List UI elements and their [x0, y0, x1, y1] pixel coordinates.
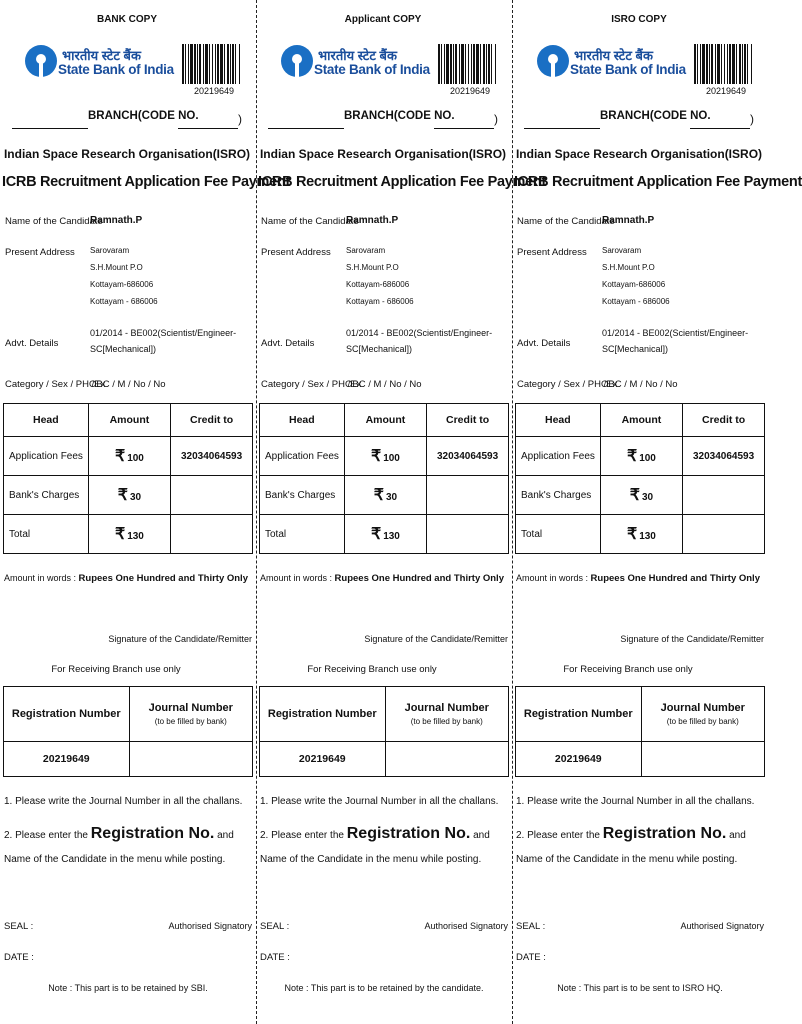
fee-row [516, 476, 765, 515]
note2-emphasis: Registration No. [602, 825, 727, 842]
registration-value-row [260, 742, 509, 777]
sbi-logo-icon [280, 44, 314, 78]
advt-details: 01/2014 - BE002(Scientist/Engineer-SC[Mechanical]) [346, 328, 493, 354]
journal-number-value [385, 742, 508, 777]
journal-number-subtitle: (to be filled by bank) [666, 717, 739, 726]
note2-suffix: and Name of the Candidate in the menu while posting. [260, 830, 490, 865]
authorised-signatory-label: Authorised Signatory [680, 921, 764, 931]
fee-amount-cell [600, 515, 683, 554]
fee-table [259, 403, 509, 554]
amount-words-label: Amount in words : [516, 573, 589, 583]
journal-number-title: Journal Number [148, 702, 233, 714]
journal-number-value [129, 742, 252, 777]
fee-head-cell: Application Fees [260, 437, 345, 476]
instruction-note-2 [260, 822, 508, 872]
address-line: S.H.Mount P.O [90, 263, 143, 272]
fee-header-credit: Credit to [427, 404, 509, 437]
branch-code-label: BRANCH(CODE NO. [344, 110, 455, 122]
advt-label: Advt. Details [5, 338, 59, 349]
challan-copy [514, 0, 802, 1024]
category-value: OBC / M / No / No [601, 379, 678, 390]
instruction-note-1: 1. Please write the Journal Number in all the challans. [260, 796, 499, 807]
fee-row [516, 515, 765, 554]
fee-amount-cell [88, 515, 171, 554]
barcode-icon [438, 44, 502, 84]
barcode-number: 20219649 [194, 86, 235, 96]
signature-label: Signature of the Candidate/Remitter [364, 634, 508, 644]
fee-amount-value: 130 [127, 531, 144, 542]
receiving-branch-label: For Receiving Branch use only [563, 664, 693, 675]
retention-note: Note : This part is to be sent to ISRO HQ. [557, 983, 723, 993]
branch-code-label: BRANCH(CODE NO. [88, 110, 199, 122]
note2-prefix: 2. Please enter the [4, 830, 88, 841]
date-label: DATE : [516, 952, 546, 963]
fee-header-amount: Amount [344, 404, 427, 437]
fee-amount-value: 100 [639, 453, 656, 464]
fee-table-header [260, 404, 509, 437]
fee-head-cell: Bank's Charges [516, 476, 601, 515]
fee-row [260, 515, 509, 554]
address-line: Sarovaram [602, 246, 642, 255]
fee-head-cell: Application Fees [516, 437, 601, 476]
fee-header-head: Head [260, 404, 345, 437]
challan-copy [2, 0, 290, 1024]
barcode-number: 20219649 [706, 86, 747, 96]
branch-name-blank [268, 128, 344, 129]
cut-line-divider [512, 0, 513, 1024]
instruction-note-2 [516, 822, 764, 872]
journal-number-title: Journal Number [404, 702, 489, 714]
address-label: Present Address [517, 247, 587, 258]
registration-header-row [516, 687, 765, 742]
fee-amount-cell [344, 515, 427, 554]
address-line: Kottayam-686006 [90, 280, 154, 289]
fee-head-cell: Bank's Charges [4, 476, 89, 515]
note2-suffix: and Name of the Candidate in the menu while posting. [516, 830, 746, 865]
barcode-number: 20219649 [450, 86, 491, 96]
registration-table [3, 686, 253, 777]
address-line: Kottayam - 686006 [346, 297, 414, 306]
address-block [346, 242, 414, 310]
fee-credit-cell [683, 515, 765, 554]
form-title: ICRB Recruitment Application Fee Payment [514, 174, 802, 190]
rupee-icon: ₹ [115, 448, 126, 465]
fee-row [260, 476, 509, 515]
fee-amount-value: 100 [383, 453, 400, 464]
seal-label: SEAL : [260, 921, 290, 932]
fee-credit-cell: 32034064593 [427, 437, 509, 476]
advt-label: Advt. Details [517, 338, 571, 349]
signature-label: Signature of the Candidate/Remitter [620, 634, 764, 644]
amount-in-words [516, 573, 760, 584]
category-label: Category / Sex / PH /Ex [517, 379, 618, 390]
retention-note: Note : This part is to be retained by SBI. [48, 983, 208, 993]
sbi-logo-icon [24, 44, 58, 78]
address-block [602, 242, 670, 310]
registration-header-row [4, 687, 253, 742]
fee-head-cell: Total [4, 515, 89, 554]
organisation-name: Indian Space Research Organisation(ISRO) [3, 147, 251, 161]
journal-number-header [641, 687, 764, 742]
amount-words-value: Rupees One Hundred and Thirty Only [334, 573, 504, 584]
branch-code-close: ) [238, 112, 242, 126]
address-line: Kottayam - 686006 [602, 297, 670, 306]
category-label: Category / Sex / PH /Ex [261, 379, 362, 390]
note2-emphasis: Registration No. [346, 825, 471, 842]
advt-label: Advt. Details [261, 338, 315, 349]
rupee-icon: ₹ [115, 526, 126, 543]
fee-credit-cell [171, 476, 253, 515]
advt-details: 01/2014 - BE002(Scientist/Engineer-SC[Mechanical]) [90, 328, 237, 354]
fee-credit-cell: 32034064593 [683, 437, 765, 476]
registration-number-header: Registration Number [4, 687, 130, 742]
seal-label: SEAL : [4, 921, 34, 932]
fee-row [4, 515, 253, 554]
authorised-signatory-label: Authorised Signatory [168, 921, 252, 931]
fee-amount-value: 130 [639, 531, 656, 542]
candidate-name: Ramnath.P [90, 215, 143, 226]
address-line: S.H.Mount P.O [602, 263, 655, 272]
category-value: OBC / M / No / No [89, 379, 166, 390]
branch-name-blank [12, 128, 88, 129]
registration-value-row [516, 742, 765, 777]
candidate-name-label: Name of the Candidate [261, 216, 359, 227]
rupee-icon: ₹ [629, 487, 640, 504]
fee-credit-cell: 32034064593 [171, 437, 253, 476]
rupee-icon: ₹ [371, 448, 382, 465]
journal-number-value [641, 742, 764, 777]
fee-row [4, 476, 253, 515]
bank-name-english: State Bank of India [314, 62, 430, 77]
note2-suffix: and Name of the Candidate in the menu while posting. [4, 830, 234, 865]
fee-amount-cell [600, 476, 683, 515]
form-title: ICRB Recruitment Application Fee Payment [258, 174, 546, 190]
branch-code-close: ) [750, 112, 754, 126]
rupee-icon: ₹ [117, 487, 128, 504]
candidate-name: Ramnath.P [346, 215, 399, 226]
fee-credit-cell [427, 515, 509, 554]
amount-in-words [4, 573, 248, 584]
fee-amount-value: 100 [127, 453, 144, 464]
signature-label: Signature of the Candidate/Remitter [108, 634, 252, 644]
bank-name-english: State Bank of India [570, 62, 686, 77]
barcode-icon [182, 44, 246, 84]
rupee-icon: ₹ [627, 448, 638, 465]
challan-copy [258, 0, 546, 1024]
fee-header-head: Head [516, 404, 601, 437]
note2-emphasis: Registration No. [90, 825, 215, 842]
fee-amount-value: 30 [641, 492, 654, 503]
fee-amount-cell [88, 437, 171, 476]
copy-title: ISRO COPY [611, 14, 667, 25]
fee-table [3, 403, 253, 554]
bank-name-hindi: भारतीय स्टेट बैंक [318, 48, 397, 63]
fee-head-cell: Bank's Charges [260, 476, 345, 515]
amount-words-label: Amount in words : [4, 573, 77, 583]
seal-label: SEAL : [516, 921, 546, 932]
address-line: S.H.Mount P.O [346, 263, 399, 272]
fee-amount-value: 30 [385, 492, 398, 503]
instruction-note-1: 1. Please write the Journal Number in all the challans. [4, 796, 243, 807]
copy-title: BANK COPY [96, 14, 157, 25]
instruction-note-1: 1. Please write the Journal Number in all the challans. [516, 796, 755, 807]
address-label: Present Address [261, 247, 331, 258]
bank-name-hindi: भारतीय स्टेट बैंक [62, 48, 141, 63]
registration-number-value: 20219649 [516, 742, 642, 777]
registration-number-header: Registration Number [260, 687, 386, 742]
registration-table [259, 686, 509, 777]
form-title: ICRB Recruitment Application Fee Payment [2, 174, 290, 190]
organisation-name: Indian Space Research Organisation(ISRO) [515, 147, 763, 161]
retention-note: Note : This part is to be retained by the candidate. [284, 983, 484, 993]
registration-header-row [260, 687, 509, 742]
journal-number-title: Journal Number [660, 702, 745, 714]
sbi-logo [280, 44, 430, 84]
note2-prefix: 2. Please enter the [516, 830, 600, 841]
fee-header-credit: Credit to [683, 404, 765, 437]
fee-row [4, 437, 253, 476]
note2-prefix: 2. Please enter the [260, 830, 344, 841]
address-line: Kottayam - 686006 [90, 297, 158, 306]
fee-amount-cell [344, 437, 427, 476]
address-label: Present Address [5, 247, 75, 258]
fee-table-header [4, 404, 253, 437]
fee-credit-cell [427, 476, 509, 515]
journal-number-subtitle: (to be filled by bank) [410, 717, 483, 726]
registration-table [515, 686, 765, 777]
receiving-branch-label: For Receiving Branch use only [307, 664, 437, 675]
authorised-signatory-label: Authorised Signatory [424, 921, 508, 931]
registration-value-row [4, 742, 253, 777]
rupee-icon: ₹ [371, 526, 382, 543]
copy-title: Applicant COPY [344, 14, 422, 25]
fee-head-cell: Total [516, 515, 601, 554]
bank-name-hindi: भारतीय स्टेट बैंक [574, 48, 653, 63]
fee-header-credit: Credit to [171, 404, 253, 437]
bank-name-english: State Bank of India [58, 62, 174, 77]
registration-number-value: 20219649 [260, 742, 386, 777]
branch-code-close: ) [494, 112, 498, 126]
fee-row [516, 437, 765, 476]
address-line: Sarovaram [90, 246, 130, 255]
cut-line-divider [256, 0, 257, 1024]
candidate-name: Ramnath.P [602, 215, 655, 226]
rupee-icon: ₹ [373, 487, 384, 504]
fee-header-amount: Amount [600, 404, 683, 437]
journal-number-subtitle: (to be filled by bank) [154, 717, 227, 726]
fee-amount-cell [344, 476, 427, 515]
instruction-note-2 [4, 822, 252, 872]
address-line: Kottayam-686006 [602, 280, 666, 289]
amount-words-value: Rupees One Hundred and Thirty Only [590, 573, 760, 584]
candidate-name-label: Name of the Candidate [517, 216, 615, 227]
fee-credit-cell [171, 515, 253, 554]
branch-code-blank [178, 128, 238, 129]
address-line: Kottayam-686006 [346, 280, 410, 289]
sbi-logo [536, 44, 686, 84]
sbi-logo-icon [536, 44, 570, 78]
address-line: Sarovaram [346, 246, 386, 255]
receiving-branch-label: For Receiving Branch use only [51, 664, 181, 675]
organisation-name: Indian Space Research Organisation(ISRO) [259, 147, 507, 161]
fee-amount-value: 30 [129, 492, 142, 503]
date-label: DATE : [260, 952, 290, 963]
fee-table-header [516, 404, 765, 437]
fee-amount-value: 130 [383, 531, 400, 542]
advt-details: 01/2014 - BE002(Scientist/Engineer-SC[Mechanical]) [602, 328, 749, 354]
amount-in-words [260, 573, 504, 584]
address-block [90, 242, 158, 310]
fee-header-head: Head [4, 404, 89, 437]
fee-head-cell: Application Fees [4, 437, 89, 476]
sbi-logo [24, 44, 174, 84]
branch-code-label: BRANCH(CODE NO. [600, 110, 711, 122]
category-value: OBC / M / No / No [345, 379, 422, 390]
date-label: DATE : [4, 952, 34, 963]
journal-number-header [385, 687, 508, 742]
fee-row [260, 437, 509, 476]
amount-words-value: Rupees One Hundred and Thirty Only [78, 573, 248, 584]
barcode-icon [694, 44, 758, 84]
branch-code-blank [434, 128, 494, 129]
fee-amount-cell [88, 476, 171, 515]
category-label: Category / Sex / PH /Ex [5, 379, 106, 390]
branch-code-blank [690, 128, 750, 129]
registration-number-value: 20219649 [4, 742, 130, 777]
rupee-icon: ₹ [627, 526, 638, 543]
branch-name-blank [524, 128, 600, 129]
fee-amount-cell [600, 437, 683, 476]
journal-number-header [129, 687, 252, 742]
fee-head-cell: Total [260, 515, 345, 554]
fee-header-amount: Amount [88, 404, 171, 437]
fee-table [515, 403, 765, 554]
registration-number-header: Registration Number [516, 687, 642, 742]
candidate-name-label: Name of the Candidate [5, 216, 103, 227]
fee-credit-cell [683, 476, 765, 515]
amount-words-label: Amount in words : [260, 573, 333, 583]
